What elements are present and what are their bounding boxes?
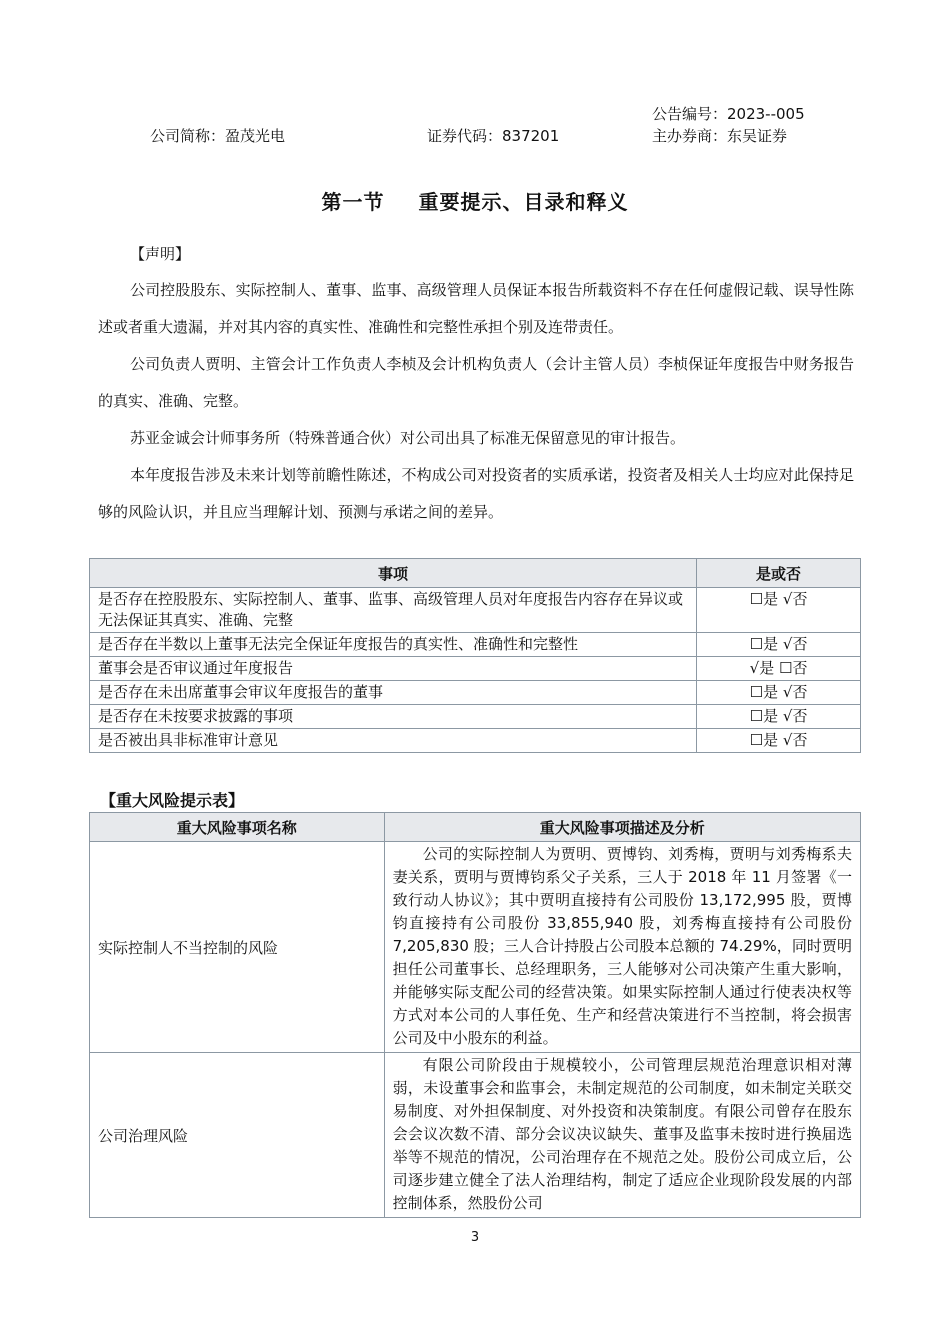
table-row bbox=[90, 681, 861, 705]
matters-table bbox=[89, 558, 861, 753]
table-header-row bbox=[90, 813, 861, 842]
risk-description-cell: 公司的实际控制人为贾明、贾博钧、刘秀梅，贾明与刘秀梅系夫妻关系，贾明与贾博钧系父子关系，三人于 2018 年 11 月签署《一致行动人协议》；其中贾明直接持有公司股份 13,172,995 股，贾博钧直接持有公司股份 33,855,940 股，刘秀梅直接持有公司股份 7,205,830 股；三人合计持股占公司股本总额的 74.29%，同时贾明担任公司董事长、总经理职务，三人能够对公司决策产生重大影响，并能够实际支配公司的经营决策。如果实际控制人通过行使表决权等方式对本公司的人事任免、生产和经营决策进行不当控制，将会损害公司及中小股东的利益。 bbox=[384, 842, 860, 1053]
matter-cell: 董事会是否审议通过年度报告 bbox=[90, 657, 697, 681]
table-row bbox=[90, 633, 861, 657]
risk-name-cell: 公司治理风险 bbox=[90, 1053, 385, 1218]
table-row bbox=[90, 842, 861, 1053]
announcement-number: 公告编号：2023--005 bbox=[652, 105, 805, 123]
section-number: 第一节 bbox=[321, 190, 385, 214]
sponsor-broker: 主办券商：东吴证券 bbox=[652, 127, 788, 145]
company-short-name: 公司简称：盈茂光电 bbox=[150, 127, 286, 145]
section-name: 重要提示、目录和释义 bbox=[418, 190, 629, 214]
matter-cell: 是否存在未按要求披露的事项 bbox=[90, 705, 697, 729]
column-header: 重大风险事项名称 bbox=[90, 813, 385, 842]
table-row bbox=[90, 1053, 861, 1218]
table-row bbox=[90, 588, 861, 633]
column-header: 是或否 bbox=[697, 559, 861, 588]
declaration-body bbox=[98, 272, 854, 531]
answer-cell: ☐是 √否 bbox=[697, 588, 861, 633]
stock-code: 证券代码：837201 bbox=[427, 127, 560, 145]
matter-cell: 是否存在未出席董事会审议年度报告的董事 bbox=[90, 681, 697, 705]
table-row bbox=[90, 705, 861, 729]
declaration-label: 【声明】 bbox=[130, 245, 191, 263]
answer-cell: ☐是 √否 bbox=[697, 681, 861, 705]
answer-cell: √是 ☐否 bbox=[697, 657, 861, 681]
risk-section-title: 【重大风险提示表】 bbox=[100, 791, 245, 810]
risk-table bbox=[89, 812, 861, 1218]
table-row bbox=[90, 657, 861, 681]
answer-cell: ☐是 √否 bbox=[697, 705, 861, 729]
matter-cell: 是否被出具非标准审计意见 bbox=[90, 729, 697, 753]
risk-description-cell: 有限公司阶段由于规模较小，公司管理层规范治理意识相对薄弱，未设董事会和监事会，未制定规范的公司制度，如未制定关联交易制度、对外担保制度、对外投资和决策制度。有限公司曾存在股东会会议次数不清、部分会议决议缺失、董事及监事未按时进行换届选举等不规范的情况，公司治理存在不规范之处。股份公司成立后，公司逐步建立健全了法人治理结构，制定了适应企业现阶段发展的内部控制体系，然股份公司 bbox=[384, 1053, 860, 1218]
answer-cell: ☐是 √否 bbox=[697, 633, 861, 657]
risk-name-cell: 实际控制人不当控制的风险 bbox=[90, 842, 385, 1053]
page-number: 3 bbox=[470, 1230, 480, 1245]
column-header: 重大风险事项描述及分析 bbox=[384, 813, 860, 842]
table-header-row bbox=[90, 559, 861, 588]
matter-cell: 是否存在半数以上董事无法完全保证年度报告的真实性、准确性和完整性 bbox=[90, 633, 697, 657]
paragraph: 公司控股股东、实际控制人、董事、监事、高级管理人员保证本报告所载资料不存在任何虚假记载、误导性陈述或者重大遗漏，并对其内容的真实性、准确性和完整性承担个别及连带责任。 bbox=[98, 281, 854, 336]
paragraph: 公司负责人贾明、主管会计工作负责人李桢及会计机构负责人（会计主管人员）李桢保证年度报告中财务报告的真实、准确、完整。 bbox=[98, 355, 854, 410]
column-header: 事项 bbox=[90, 559, 697, 588]
table-row bbox=[90, 729, 861, 753]
paragraph: 苏亚金诚会计师事务所（特殊普通合伙）对公司出具了标准无保留意见的审计报告。 bbox=[130, 429, 686, 447]
matter-cell: 是否存在控股股东、实际控制人、董事、监事、高级管理人员对年度报告内容存在异议或无法保证其真实、准确、完整 bbox=[90, 588, 697, 633]
answer-cell: ☐是 √否 bbox=[697, 729, 861, 753]
paragraph: 本年度报告涉及未来计划等前瞻性陈述，不构成公司对投资者的实质承诺，投资者及相关人士均应对此保持足够的风险认识，并且应当理解计划、预测与承诺之间的差异。 bbox=[98, 466, 854, 521]
section-title bbox=[0, 186, 950, 215]
